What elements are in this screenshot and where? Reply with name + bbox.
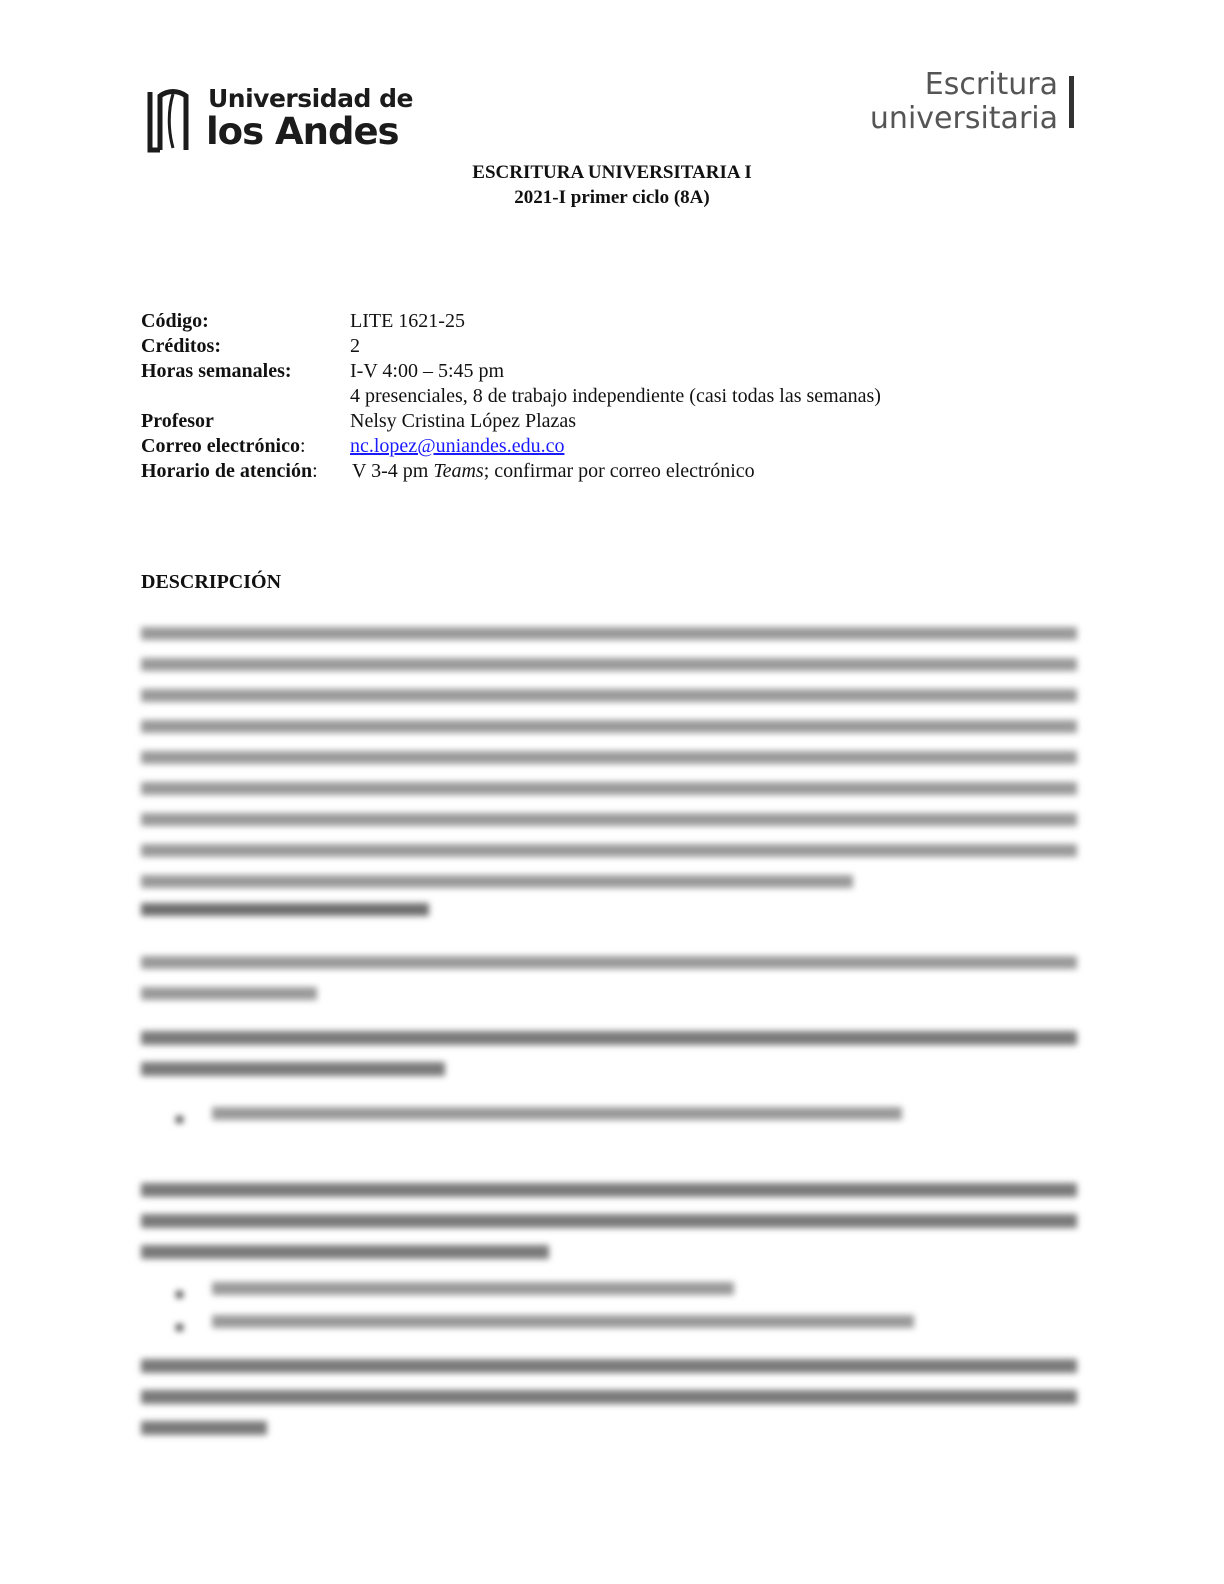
email-link[interactable]: nc.lopez@uniandes.edu.co: [350, 435, 565, 457]
descripcion-heading: DESCRIPCIÓN: [141, 571, 282, 593]
horario-value-teams: Teams: [433, 460, 484, 482]
codigo-value: LITE 1621-25: [350, 310, 465, 332]
horario-value-pre: V 3-4 pm: [352, 460, 434, 482]
section-heading-blurred: [141, 903, 429, 916]
correo-label-group: [141, 434, 306, 459]
horario-colon: :: [312, 460, 318, 482]
descripcion-paragraph-blurred: [141, 621, 1077, 900]
logo-university-line2: los Andes: [206, 110, 399, 153]
horas-value: I-V 4:00 – 5:45 pm: [350, 360, 505, 382]
uniandes-logo: [146, 84, 413, 158]
logo-escritura-line2: universitaria: [869, 101, 1058, 136]
objetivo-1-blurred: [141, 1025, 1077, 1087]
objetivo-3-blurred: [141, 1353, 1077, 1446]
profesor-label: Profesor: [141, 410, 214, 432]
profesor-value: Nelsy Cristina López Plazas: [350, 410, 577, 432]
creditos-value: 2: [350, 335, 360, 357]
codigo-label: Código:: [141, 310, 209, 332]
escritura-universitaria-logo: [870, 68, 1074, 136]
logo-university-line1: Universidad de: [208, 84, 413, 113]
creditos-label: Créditos:: [141, 335, 221, 357]
course-title: ESCRITURA UNIVERSITARIA I: [472, 162, 752, 183]
objetivo-1-bullets-blurred: [176, 1101, 1076, 1132]
horario-label: Horario de atención: [141, 460, 313, 482]
document-title: [0, 160, 1224, 210]
uniandes-emblem-icon: [146, 86, 200, 156]
objetivos-intro-blurred: [141, 950, 1077, 1012]
objetivo-2-blurred: [141, 1177, 1077, 1270]
logo-escritura-line1: Escritura: [924, 67, 1058, 102]
horario-value-post: ; confirmar por correo electrónico: [483, 460, 755, 482]
horario-value: [352, 459, 755, 484]
logo-escritura-bar: [1069, 76, 1074, 128]
horas-detail-value: 4 presenciales, 8 de trabajo independiente (casi todas las semanas): [350, 385, 881, 407]
horario-label-group: [141, 459, 318, 484]
correo-label: Correo electrónico: [141, 435, 300, 457]
horas-label: Horas semanales:: [141, 360, 292, 382]
correo-value-cell: [350, 434, 564, 459]
objetivo-2-bullets-blurred: [176, 1276, 1076, 1340]
course-period: 2021-I primer ciclo (8A): [514, 187, 710, 208]
correo-colon: :: [300, 435, 306, 457]
